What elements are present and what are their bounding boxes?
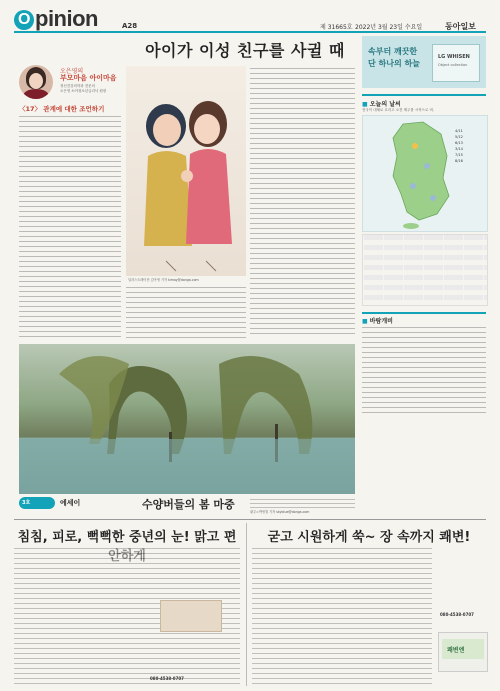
bowel-ad-phone[interactable]: 080-4538-0707 — [440, 612, 474, 617]
author-avatar — [19, 65, 53, 99]
author-title: 정신건강의학과 전문의 — [60, 84, 95, 88]
fortune-title — [362, 316, 393, 325]
ad-line2: 단 하나의 하늘 — [368, 59, 420, 68]
product-name: 쾌변엔 — [447, 647, 465, 654]
eye-ad-product — [160, 600, 222, 632]
essay-credit: 광주=박영철 기자 skyblue@donga.com — [250, 510, 310, 514]
bowel-ad-headline[interactable]: 굳고 시원하게 쑥~ 장 속까지 쾌변! — [267, 530, 471, 545]
page-number: A28 — [122, 22, 138, 30]
article-illustration — [126, 66, 246, 276]
essay-body — [250, 497, 355, 509]
eye-ad-headline[interactable]: 침침, 피로, 뻑뻑한 중년의 눈! 맑고 편 — [17, 530, 237, 545]
ad-divider — [246, 523, 247, 686]
author-affiliation: 오은영 소아청소년클리닉 원장 — [60, 89, 107, 93]
author-name: 오은영의 — [60, 68, 84, 75]
bowel-ad-body — [252, 546, 432, 684]
weather-temp: 3/14 — [455, 147, 463, 151]
weather-title-text: 오늘의 날씨 — [369, 101, 401, 108]
article-body-col3 — [250, 66, 355, 338]
article-headline: 아이가 이성 친구를 사귈 때 — [145, 41, 345, 60]
weather-temp: 4/11 — [455, 129, 463, 133]
weather-title — [362, 99, 401, 108]
air-conditioner-ad[interactable] — [362, 36, 486, 88]
ad-model: Object collection — [438, 63, 468, 67]
bottom-rule — [14, 519, 486, 520]
photo-essay-image — [19, 344, 355, 494]
couple-illustration — [126, 66, 246, 276]
section-logo-text: pinion — [35, 6, 98, 31]
weather-subtitle: 전국이 대체로 흐리고 오전 제주를 시작으로 비. — [362, 108, 435, 112]
issue-number: 제 31665호 — [320, 24, 353, 31]
fortune-rule — [362, 312, 486, 314]
header-rule — [14, 31, 486, 33]
section-logo — [14, 6, 98, 32]
article-body-col2b — [126, 285, 246, 338]
weather-table — [362, 234, 488, 306]
fortune-body — [362, 325, 486, 415]
essay-label: 에세이 — [60, 499, 81, 507]
episode-title: 〈17〉 관계에 대한 조언하기 — [19, 105, 105, 113]
weather-temp: 6/13 — [455, 141, 463, 145]
bowel-ad-product — [438, 632, 488, 672]
section-logo-initial: O — [14, 10, 34, 30]
essay-label-prefix: 3호 — [22, 500, 31, 506]
weather-temp: 7/15 — [455, 153, 463, 157]
fortune-title-text: 바람개비 — [369, 318, 393, 325]
willow-trees-photo — [19, 344, 355, 494]
paper-name: 동아일보 — [445, 22, 476, 31]
weather-map — [362, 115, 488, 232]
ad-line1: 속부터 깨끗한 — [368, 47, 418, 56]
eye-ad-phone[interactable]: 080-4538-0707 — [150, 676, 184, 681]
weather-temp: 8/16 — [455, 159, 463, 163]
article-body-col1 — [19, 114, 121, 338]
issue-date: 2022년 3월 23일 수요일 — [355, 24, 423, 31]
essay-title: 수양버들의 봄 마중 — [142, 498, 235, 511]
column-title: 부모마음 아이마음 — [60, 74, 117, 82]
illustration-caption: 일러스트레이션 김아영 기자 kimay@donga.com — [128, 278, 199, 282]
ad-brand: LG WHISEN — [438, 54, 470, 60]
korea-map — [363, 116, 487, 231]
fortune-dot-icon: ■ — [362, 318, 370, 325]
weather-rule — [362, 94, 486, 96]
weather-temp: 5/12 — [455, 135, 463, 139]
weather-temp-list — [455, 128, 463, 164]
weather-dot-icon: ■ — [362, 101, 370, 108]
